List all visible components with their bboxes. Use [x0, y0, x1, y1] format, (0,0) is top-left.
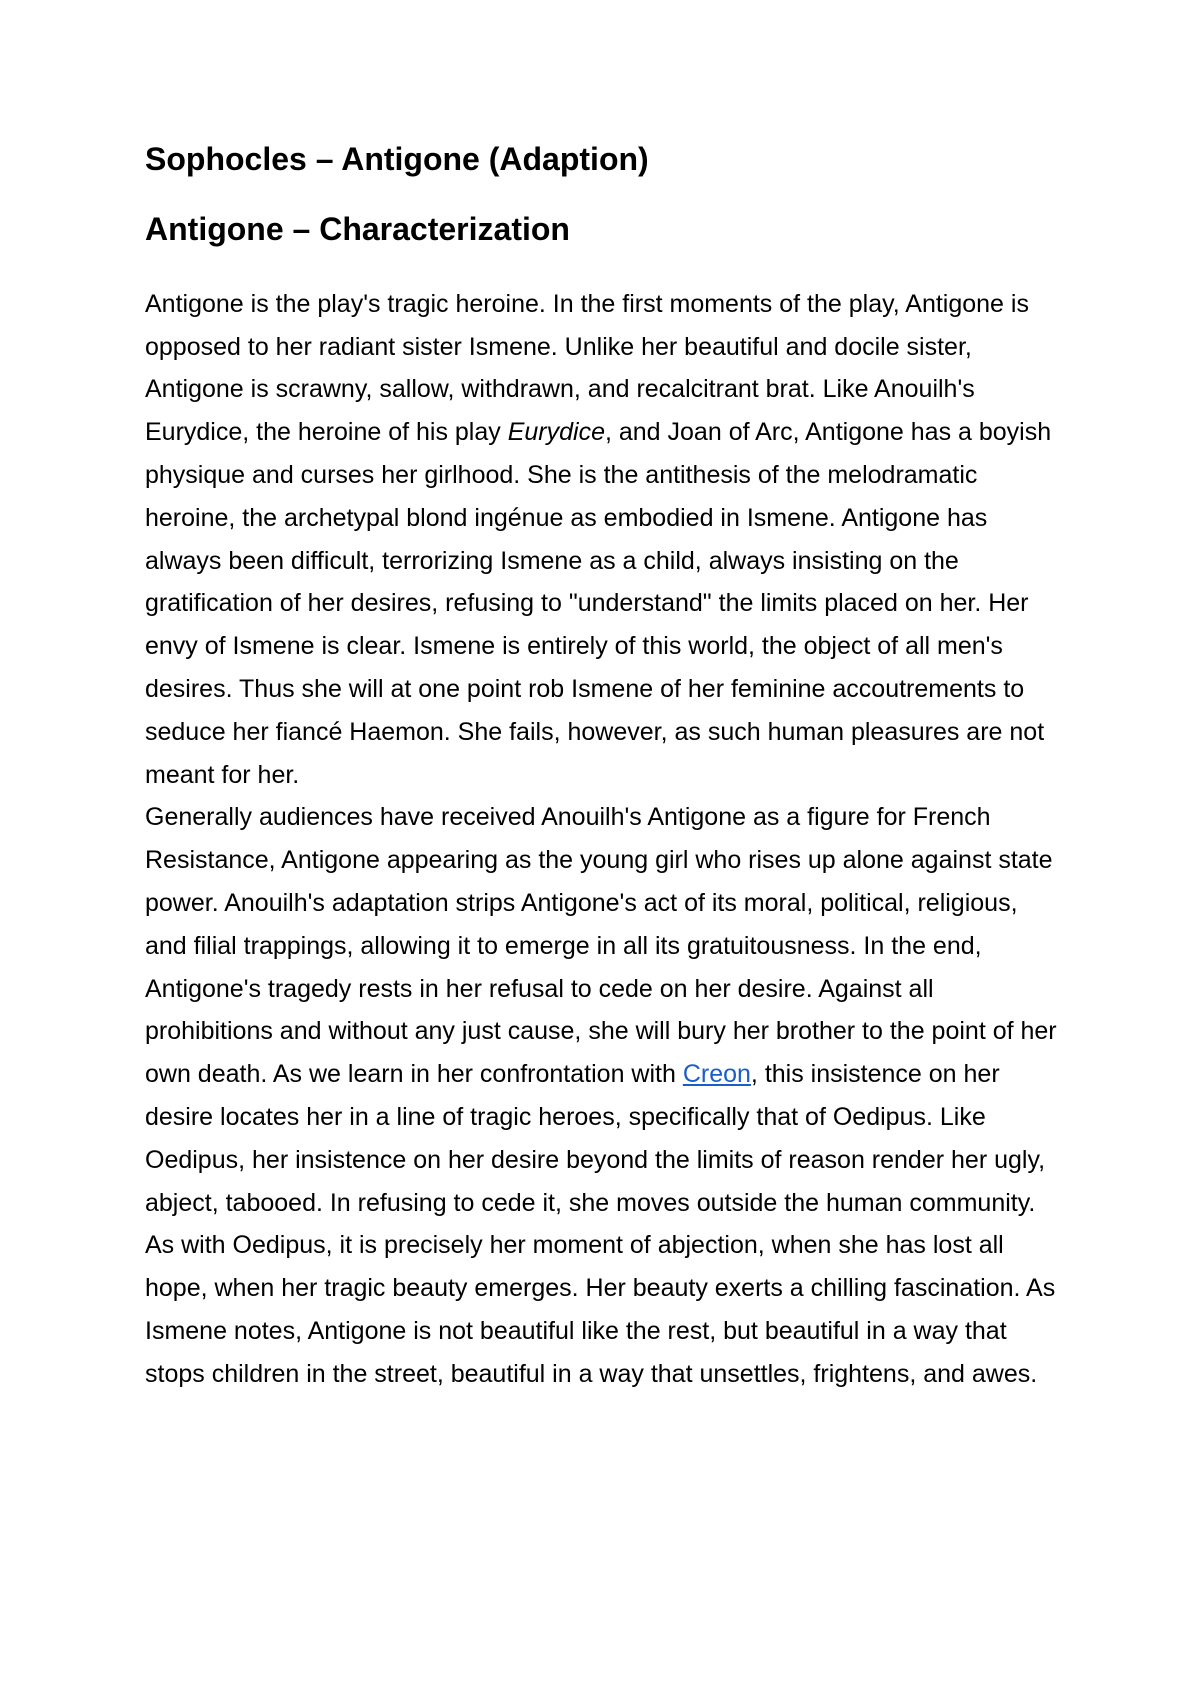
creon-link[interactable]: Creon — [682, 1060, 751, 1089]
document-page — [145, 140, 1065, 1396]
paragraph-text: Generally audiences have received Anouilh's Antigone as a figure for French Resistance, Antigone appearing as the young girl who rises up alone against state power. Anouilh's adaptation strips Antigone's act of its moral, political, religious, and filial trappings, allowing it to emerge in all its gratuitousness. In the end, Antigone's tragedy rests in her refusal to cede on her desire. Against all prohibitions and without any just cause, she will bury her brother to the point of her own death. As we learn in her confrontation with — [145, 803, 1057, 1089]
paragraph-text: , this insistence on her desire locates her in a line of tragic heroes, specifically that of Oedipus. Like Oedipus, her insistence on her desire beyond the limits of reason render her ugly, abject, tabooed. In refusing to cede it, she moves outside the human community. As with Oedipus, it is precisely her moment of abjection, when she has lost all hope, when her tragic beauty emerges. Her beauty exerts a chilling fascination. As Ismene notes, Antigone is not beautiful like the rest, but beautiful in a way that stops children in the street, beautiful in a way that unsettles, frightens, and awes. — [145, 1060, 1056, 1388]
section-title: Antigone – Characterization — [145, 211, 570, 248]
paragraph-text: , and Joan of Arc, Antigone has a boyish physique and curses her girlhood. She is the antithesis of the melodramatic heroine, the archetypal blond ingénue as embodied in Ismene. Antigone has always been difficult, terrorizing Ismene as a child, always insisting on the gratification of her desires, refusing to "understand" the limits placed on her. Her envy of Ismene is clear. Ismene is entirely of this world, the object of all men's desires. Thus she will at one point rob Ismene of her feminine accoutrements to seduce her fiancé Haemon. She fails, however, as such human pleasures are not meant for her. — [145, 418, 1052, 789]
play-title-emphasis: Eurydice — [507, 418, 605, 447]
document-title: Sophocles – Antigone (Adaption) — [145, 141, 649, 177]
paragraph-reception — [145, 796, 1065, 1395]
paragraph-text: Antigone is the play's tragic heroine. In the first moments of the play, Antigone is opposed to her radiant sister Ismene. Unlike her beautiful and docile sister, Antigone is scrawny, sallow, withdrawn, and recalcitrant brat. Like Anouilh's Eurydice, the heroine of his play — [145, 289, 1029, 447]
paragraph-characterization — [145, 283, 1065, 797]
